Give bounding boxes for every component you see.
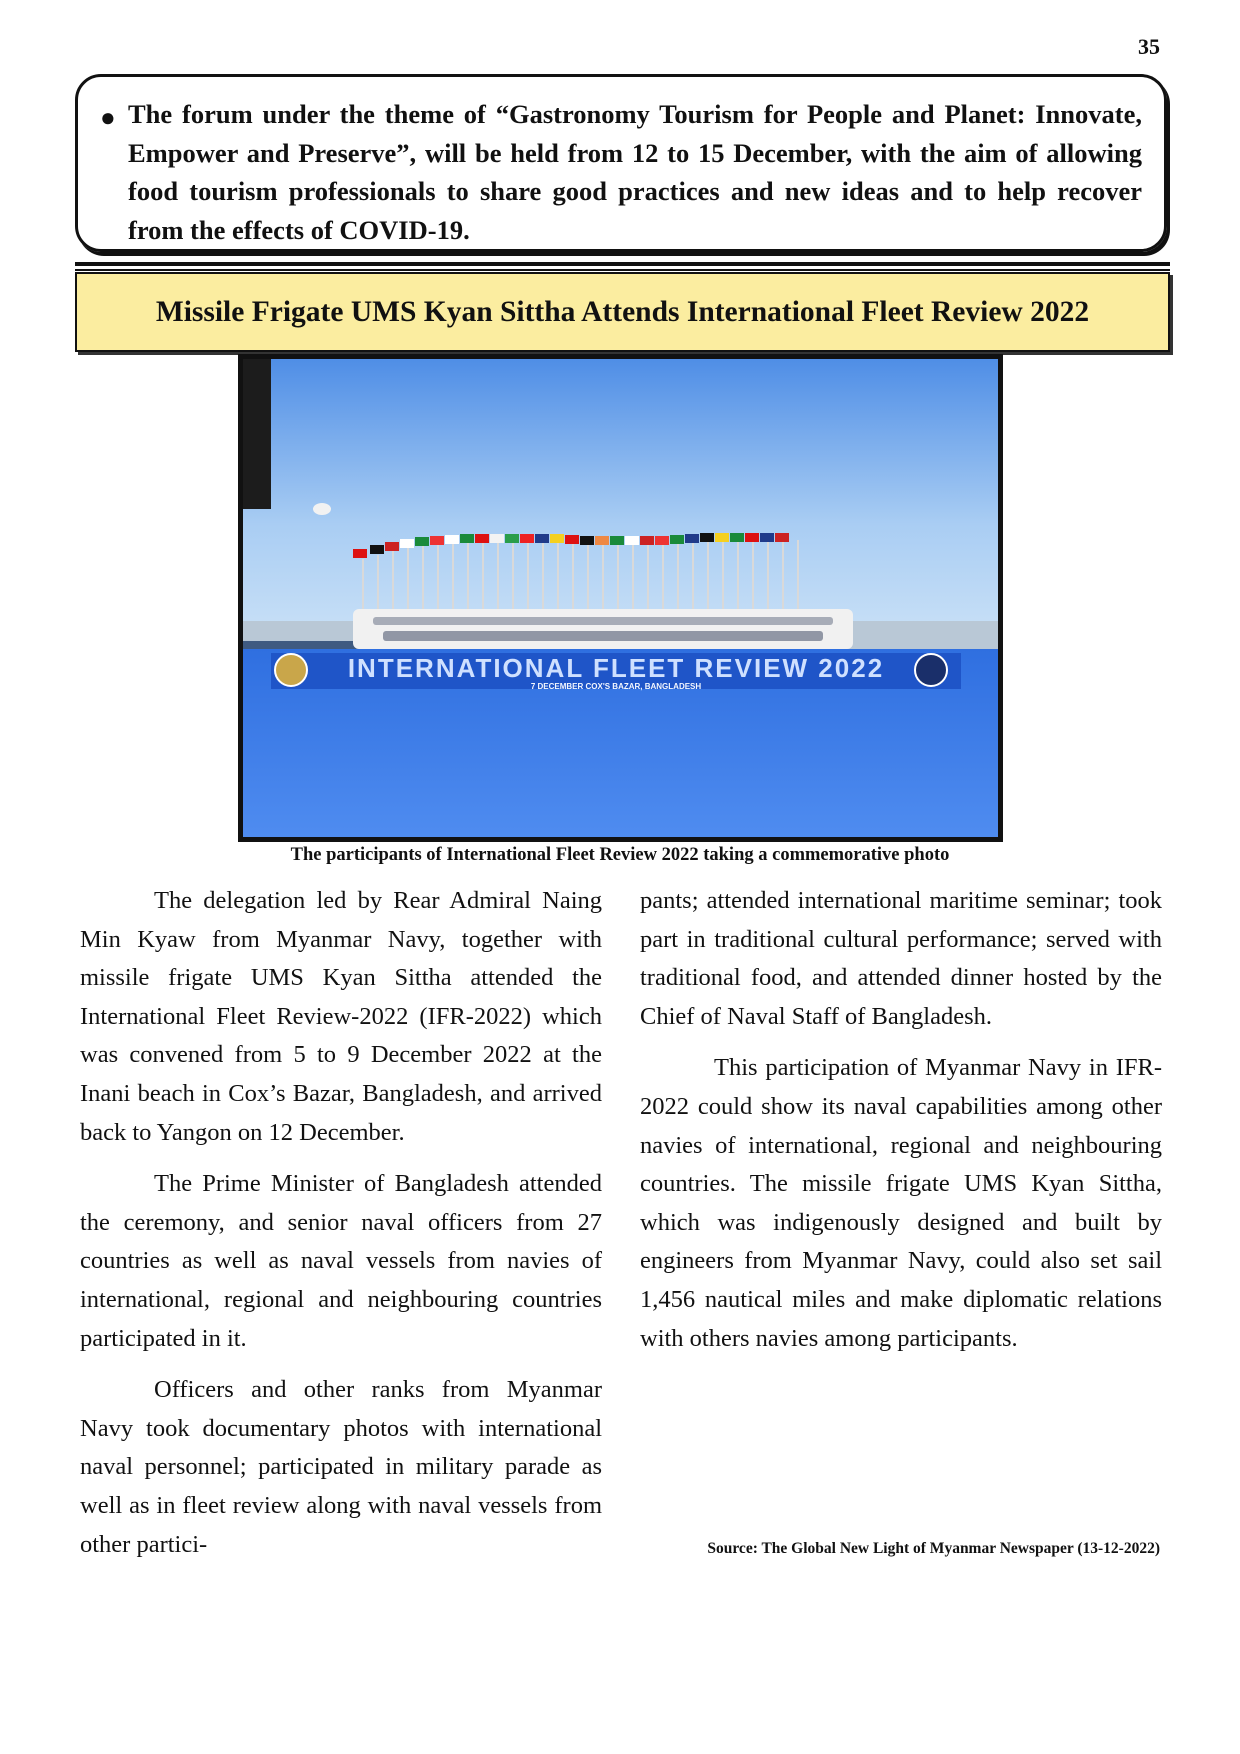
- headline: Missile Frigate UMS Kyan Sittha Attends International Fleet Review 2022: [155, 295, 1090, 328]
- bullet-icon: ●: [100, 103, 116, 132]
- article-column-left: [80, 882, 602, 1577]
- paragraph: This participation of Myanmar Navy in IFR-2022 could show its naval capabilities among other navies of international, regional and neighbouring countries. The missile frigate UMS Kyan Sittha, which was indigenously designed and built by engineers from Myanmar Navy, could also set sail 1,456 nautical miles and make diplomatic relations with others navies among participants.: [640, 1054, 1162, 1352]
- headline-box: [75, 272, 1170, 352]
- paragraph: The delegation led by Rear Admiral Naing Min Kyaw from Myanmar Navy, together with missile frigate UMS Kyan Sittha attended the International Fleet Review-2022 (IFR-2022) which was convened from 5 to 9 December 2022 at the Inani beach in Cox’s Bazar, Bangladesh, and arrived back to Yangon on 12 December.: [80, 887, 602, 1146]
- source-credit: Source: The Global New Light of Myanmar Newspaper (13-12-2022): [707, 1540, 1160, 1557]
- bullet-box: [75, 74, 1167, 252]
- bullet-text: The forum under the theme of “Gastronomy Tourism for People and Planet: Innovate, Empower and Preserve”, will be held from 12 to 15 December, with the aim of allowing food tourism professionals to share good practices and new ideas and to help recover from the effects of COVID-19.: [128, 99, 1142, 245]
- photo-banner-text: INTERNATIONAL FLEET REVIEW 2022: [347, 653, 885, 683]
- article-photo: [238, 354, 1003, 842]
- article-column-right: [640, 882, 1162, 1371]
- paragraph: pants; attended international maritime seminar; took part in traditional cultural performance; served with traditional food, and attended dinner hosted by the Chief of Naval Staff of Bangladesh.: [640, 887, 1162, 1030]
- paragraph: Officers and other ranks from Myanmar Navy took documentary photos with international naval personnel; participated in military parade as well as in fleet review along with naval vessels from other partici-: [80, 1376, 602, 1558]
- photo-caption: The participants of International Fleet Review 2022 taking a commemorative photo: [290, 845, 950, 865]
- paragraph: The Prime Minister of Bangladesh attended the ceremony, and senior naval officers from 27 countries as well as naval vessels from navies of international, regional and neighbouring countries participated in it.: [80, 1170, 602, 1352]
- page-number: 35: [1138, 34, 1160, 59]
- divider-thin: [75, 269, 1170, 271]
- divider-thick: [75, 262, 1170, 266]
- photo-banner-subtext: 7 DECEMBER COX'S BAZAR, BANGLADESH: [530, 682, 702, 691]
